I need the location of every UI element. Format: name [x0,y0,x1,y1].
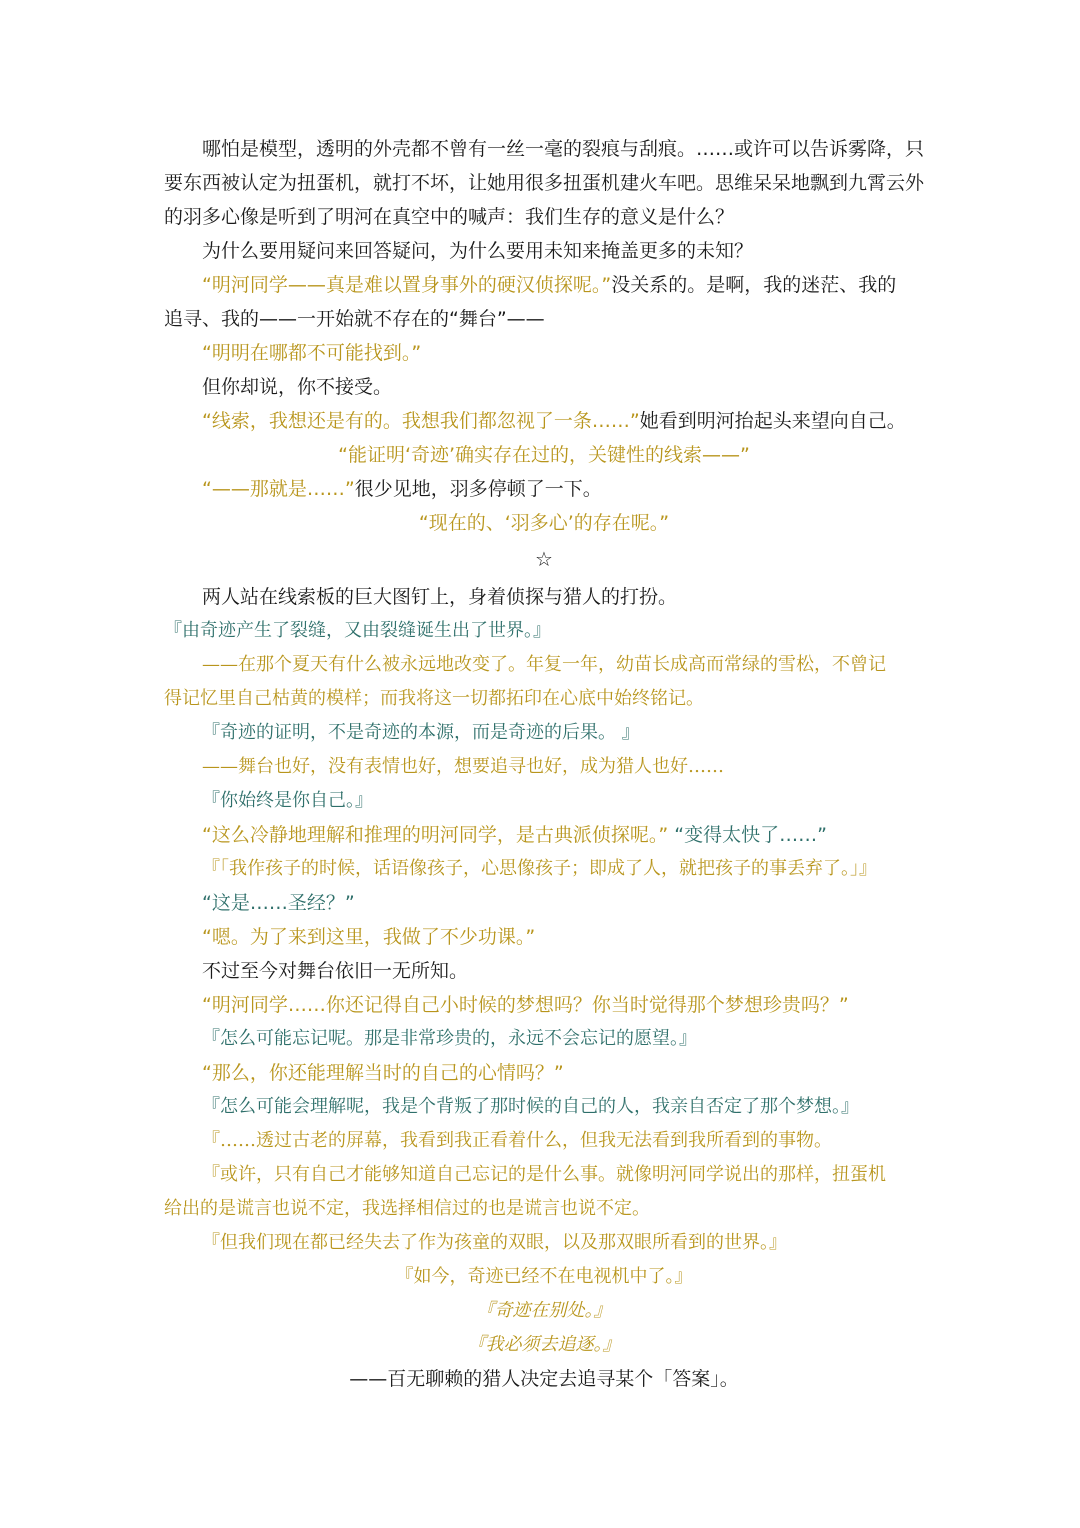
quote-line: 『怎么可能忘记呢。那是非常珍贵的，永远不会忘记的愿望。』 [202,1028,697,1049]
paragraph-line [202,404,924,438]
quote-line: 『怎么可能会理解呢，我是个背叛了那时候的自己的人，我亲自否定了那个梦想。』 [202,1096,859,1117]
dialogue-line: “现在的、‘羽多心’的存在呢。” [418,512,670,534]
quote-line: 『由奇迹产生了裂缝，又由裂缝诞生出了世界。』 [164,620,551,641]
dialogue-text: “——那就是……” [202,478,355,500]
dialogue-text: “这么冷静地理解和推理的明河同学，是古典派侦探呢。” [202,824,669,846]
dialogue-text: “线索，我想还是有的。我想我们都忽视了一条……” [202,410,640,432]
paragraph-line [202,268,924,302]
narration-text: 她看到明河抬起头来望向自己。 [639,410,906,432]
paragraph-line: 两人站在线索板的巨大图钉上，身着侦探与猎人的打扮。 [202,586,678,608]
paragraph-line: 哪怕是模型，透明的外壳都不曾有一丝一毫的裂痕与刮痕。……或许可以告诉雾降，只 [202,138,925,160]
narration-text: 没关系的。是啊，我的迷茫、我的 [611,274,897,296]
closing-line: ——百无聊赖的猎人决定去追寻某个「答案」。 [349,1368,739,1390]
quote-line: 『奇迹在别处。』 [476,1300,612,1321]
paragraph-line: 追寻、我的——一开始就不存在的“舞台”—— [164,308,545,330]
paragraph-line: 但你却说，你不接受。 [202,376,393,398]
paragraph-line: 的羽多心像是听到了明河在真空中的喊声：我们生存的意义是什么？ [164,206,735,228]
quote-line: 『但我们现在都已经失去了作为孩童的双眼，以及那双眼所看到的世界。』 [202,1232,787,1253]
paragraph-line [202,818,924,852]
quote-line: 给出的是谎言也说不定，我选择相信过的也是谎言也说不定。 [164,1198,650,1219]
paragraph-line [202,472,924,506]
dialogue-line: “明河同学……你还记得自己小时候的梦想吗？你当时觉得那个梦想珍贵吗？” [202,994,849,1016]
narration-line: ——在那个夏天有什么被永远地改变了。年复一年，幼苗长成高而常绿的雪松，不曾记 [202,654,886,675]
quote-line: 『我必须去追逐。』 [467,1334,621,1355]
dialogue-line: “那么，你还能理解当时的自己的心情吗？” [202,1062,564,1084]
dialogue-line: “这是……圣经？” [202,892,355,914]
narration-text: 很少见地，羽多停顿了一下。 [354,478,602,500]
quote-line: 『或许，只有自己才能够知道自己忘记的是什么事。就像明河同学说出的那样，扭蛋机 [202,1164,886,1185]
narration-line: 得记忆里自己枯黄的模样；而我将这一切都拓印在心底中始终铭记。 [164,688,704,709]
quote-line: 『……透过古老的屏幕，我看到我正看着什么，但我无法看到我所看到的事物。 [202,1130,832,1151]
star-divider-icon: ☆ [535,547,553,571]
dialogue-line: “能证明‘奇迹’确实存在过的，关键性的线索——” [338,444,750,466]
paragraph-line: 为什么要用疑问来回答疑问，为什么要用未知来掩盖更多的未知？ [202,240,754,262]
narration-line: ——舞台也好，没有表情也好，想要追寻也好，成为猎人也好…… [202,756,724,777]
paragraph-line: 不过至今对舞台依旧一无所知。 [202,960,469,982]
dialogue-text: “明河同学——真是难以置身事外的硬汉侦探呢。” [202,274,612,296]
paragraph-line: 要东西被认定为扭蛋机，就打不坏，让她用很多扭蛋机建火车吧。思维呆呆地飘到九霄云外 [164,172,925,194]
quote-line: 『「我作孩子的时候，话语像孩子，心思像孩子；即成了人，就把孩子的事丢弃了。」』 [202,858,877,879]
quote-line: 『如今，奇迹已经不在电视机中了。』 [395,1266,693,1287]
dialogue-line: “明明在哪都不可能找到。” [202,342,422,364]
dialogue-line: “嗯。为了来到这里，我做了不少功课。” [202,926,536,948]
quote-line: 『你始终是你自己。』 [202,790,373,811]
dialogue-text: “变得太快了……” [674,824,827,846]
quote-line: 『奇迹的证明，不是奇迹的本源，而是奇迹的后果。 』 [202,722,640,743]
